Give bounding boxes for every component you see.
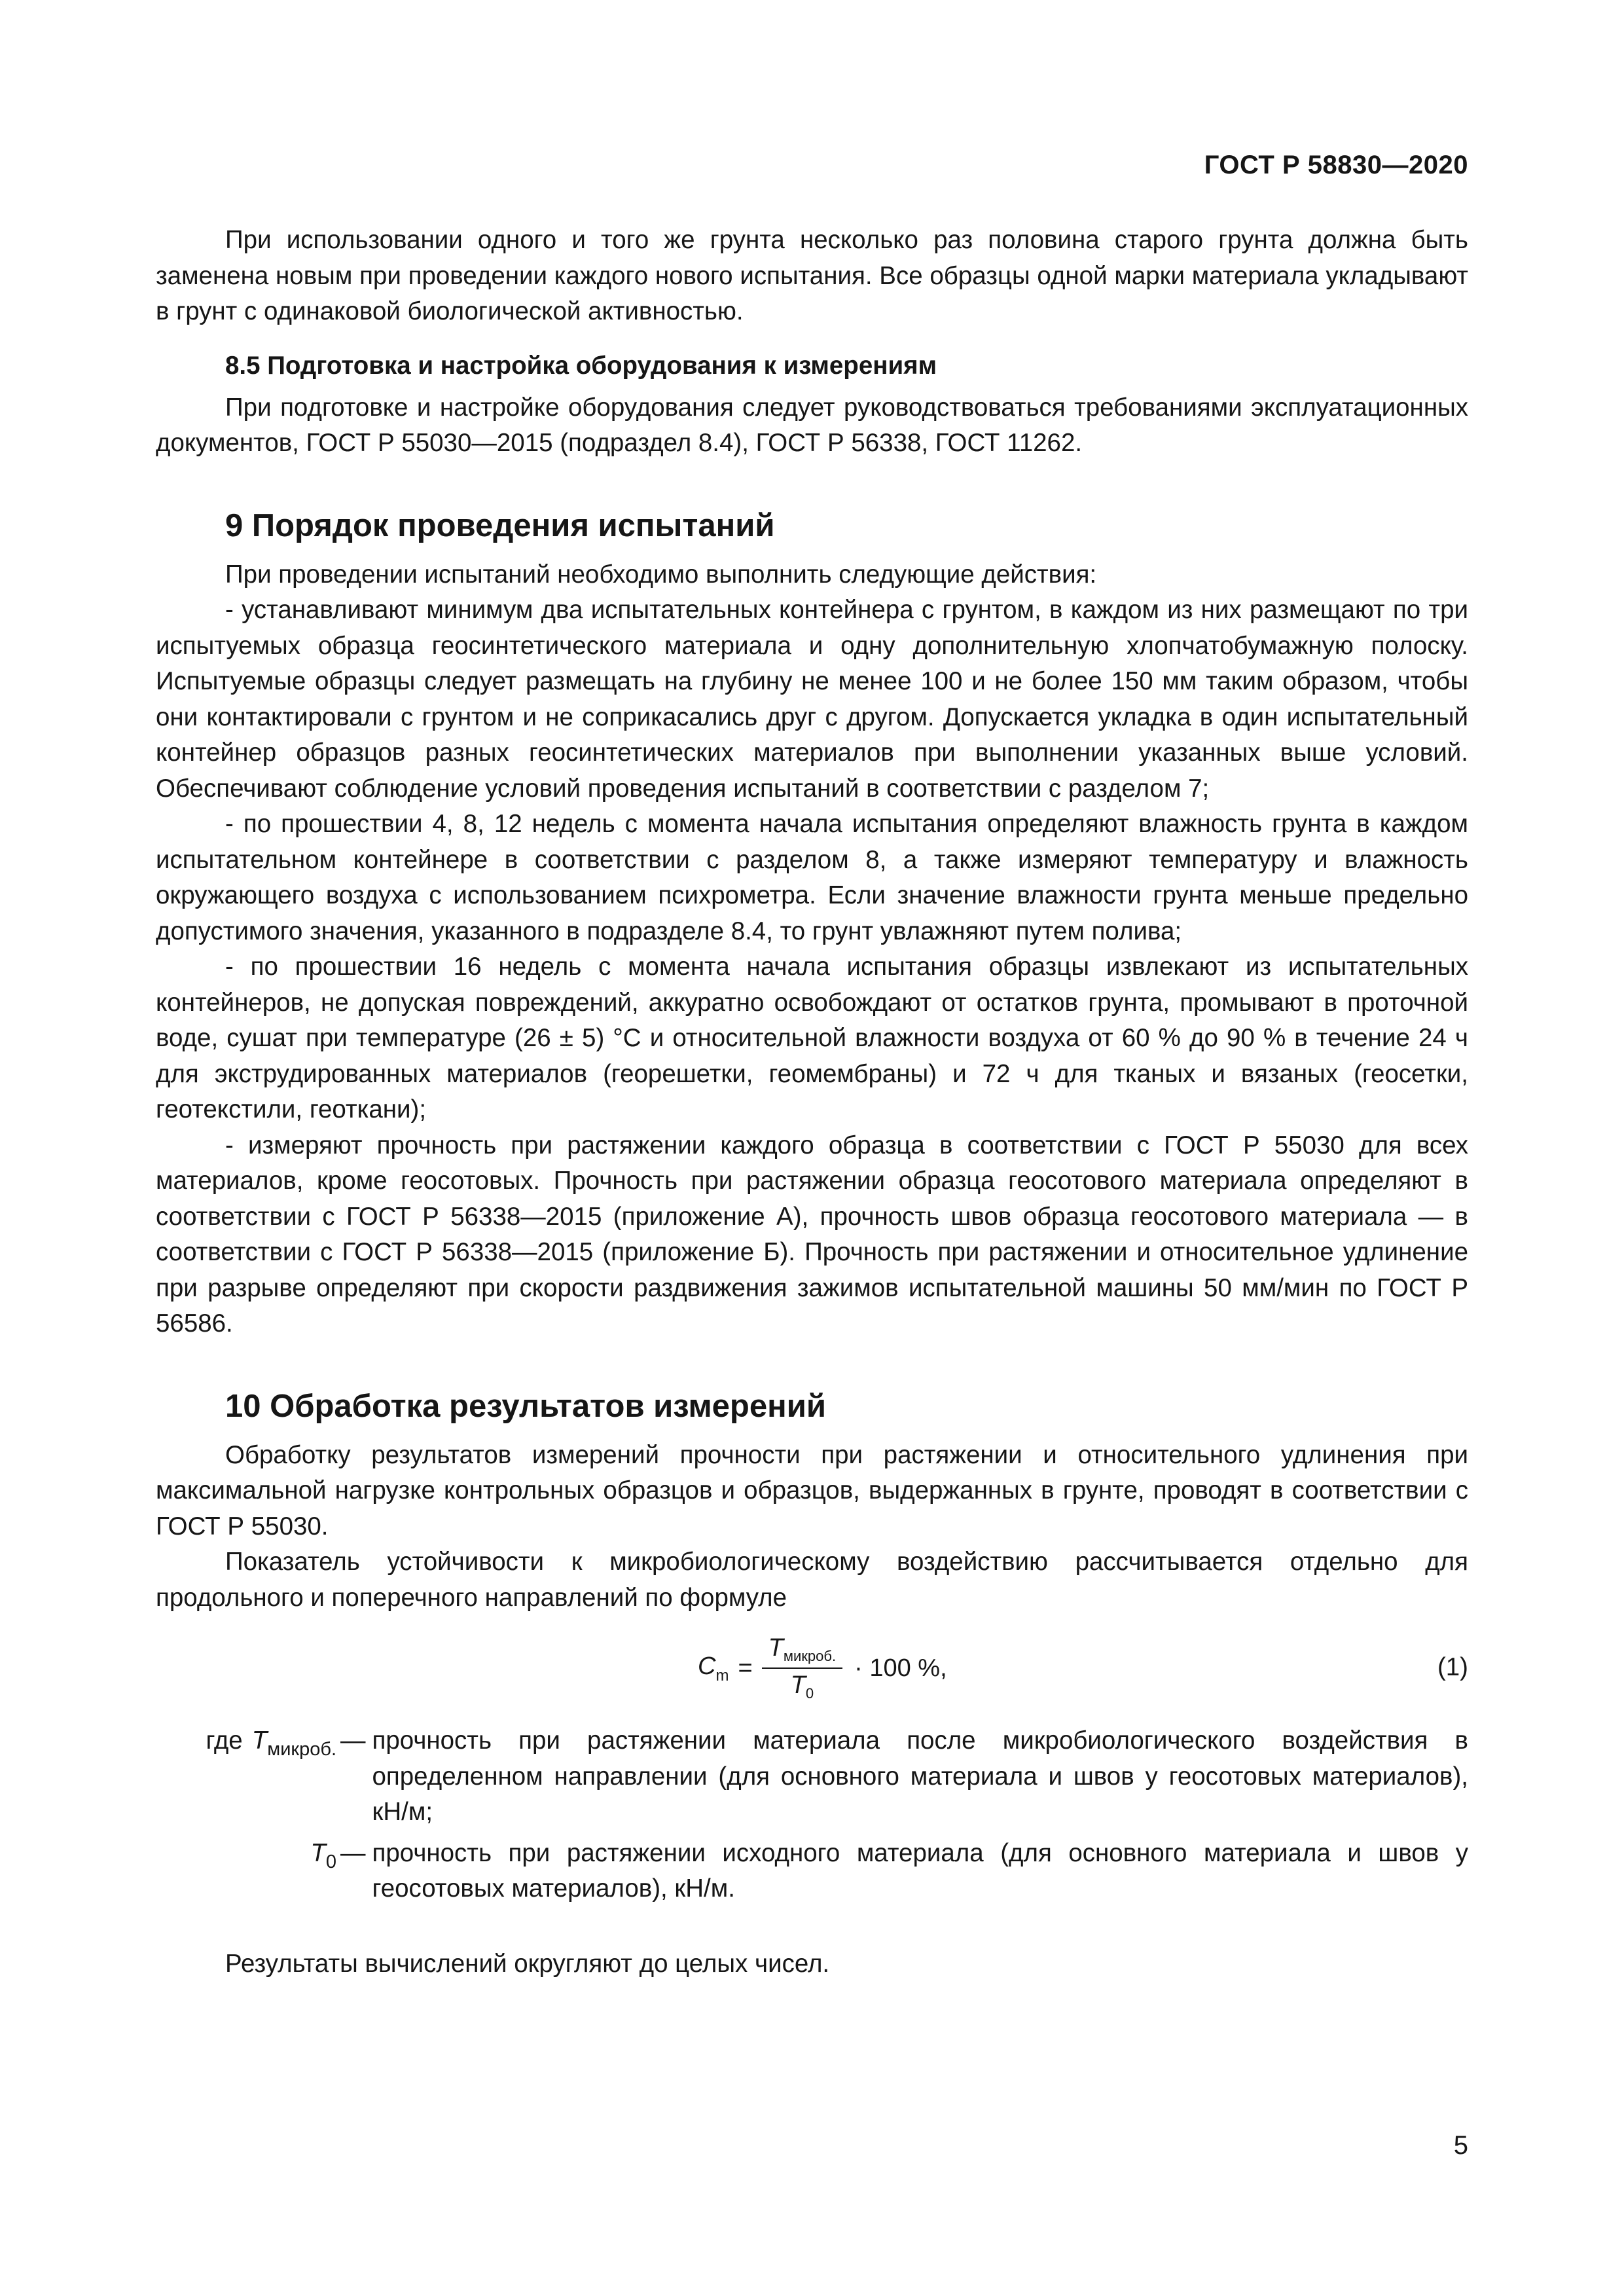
formula-number: (1) <box>1437 1653 1468 1681</box>
legend-definition: прочность при растяжении материала после микробиологического воздействия в определенном направлении (для основного материала и швов у геосотовых материалов), кН/м; <box>372 1726 1468 1826</box>
formula-denominator: $T_0$ <box>790 1671 814 1702</box>
legend-symbol: где $T_{микроб.}$ <box>206 1726 336 1760</box>
legend-definition: прочность при растяжении исходного материала (для основного материала и швов у геосотовых материалов), кН/м. <box>372 1838 1468 1903</box>
formula-lhs: $C_m$ <box>698 1652 729 1685</box>
formula-equals: = <box>738 1654 753 1682</box>
formula-lhs-subscript: m <box>715 1667 729 1685</box>
section-9-heading: 9 Порядок проведения испытаний <box>225 507 775 543</box>
section-10-paragraph-2: Показатель устойчивости к микробиологическому воздействию рассчитывается отдельно для продольного и поперечного направлений по формуле <box>156 1548 1468 1612</box>
section-9-item: - измеряют прочность при растяжении каждого образца в соответствии с ГОСТ Р 55030 для всех материалов, кроме геосотовых. Прочность при растяжении образца геосотового материала определяют в соответствии с ГОСТ Р 56338—2015 (приложение А), прочность швов образца геосотового материала — в соответствии с ГОСТ Р 56338—2015 (приложение Б). Прочность при растяжении и относительное удлинение при разрыве определяют при скорости раздвижения зажимов испытательной машины 50 мм/мин по ГОСТ Р 56586. <box>156 1131 1468 1338</box>
legend-dash: — <box>340 1838 366 1867</box>
formula-row <box>156 1621 1468 1719</box>
page-number: 5 <box>1453 2131 1468 2160</box>
legend-item <box>156 1836 1468 1907</box>
legend-symbol: $T_0$ <box>310 1838 336 1872</box>
final-paragraph: Результаты вычислений округляют до целых чисел. <box>225 1949 830 1978</box>
legend-dash: — <box>340 1726 366 1755</box>
formula-legend <box>156 1723 1468 1907</box>
legend-item <box>156 1723 1468 1831</box>
section-9-item: - по прошествии 16 недель с момента начала испытания образцы извлекают из испытательных контейнеров, не допуская повреждений, аккуратно освобождают от остатков грунта, промывают в проточной воде, сушат при температуре (26 ± 5) °С и относительной влажности воздуха от 60 % до 90 % в течение 24 ч для экструдированных материалов (георешетки, геомембраны) и 72 ч для тканых и вязаных (геосетки, геотекстили, геоткани); <box>156 953 1468 1123</box>
subsection-8-5-heading: 8.5 Подготовка и настройка оборудования к измерениям <box>225 351 937 380</box>
formula-tail: · 100 %, <box>854 1654 947 1682</box>
formula-1 <box>698 1629 947 1707</box>
section-9-item: - устанавливают минимум два испытательных контейнера с грунтом, в каждом из них размещают по три испытуемых образца геосинтетического материала и одну дополнительную хлопчатобумажную полоску. Испытуемые образцы следует размещать на глубину не менее 100 и не более 150 мм таким образом, чтобы они контактировали с грунтом и не соприкасались друг с другом. Допускается укладка в один испытательный контейнер образцов разных геосинтетических материалов при выполнении указанных выше условий. Обеспечивают соблюдение условий проведения испытаний в соответствии с разделом 7; <box>156 596 1468 803</box>
section-10-paragraph-1: Обработку результатов измерений прочности при растяжении и относительного удлинения при максимальной нагрузке контрольных образцов и образцов, выдержанных в грунте, проводят в соответствии с ГОСТ Р 55030. <box>156 1440 1468 1540</box>
formula-numerator: $T_{микроб.}$ <box>762 1631 842 1669</box>
section-10-heading: 10 Обработка результатов измерений <box>225 1388 826 1424</box>
section-9-item: - по прошествии 4, 8, 12 недель с момента начала испытания определяют влажность грунта в каждом испытательном контейнере в соответствии с разделом 8, а также измеряют температуру и влажность окружающего воздуха с использованием психрометра. Если значение влажности грунта меньше предельно допустимого значения, указанного в подразделе 8.4, то грунт увлажняют путем полива; <box>156 810 1468 945</box>
page-body <box>156 223 1468 1982</box>
section-9-lead: При проведении испытаний необходимо выполнить следующие действия: <box>225 560 1097 589</box>
formula-fraction <box>762 1631 842 1705</box>
subsection-8-5-text: При подготовке и настройке оборудования следует руководствоваться требованиями эксплуатационных документов, ГОСТ Р 55030—2015 (подраздел 8.4), ГОСТ Р 56338, ГОСТ 11262. <box>156 393 1468 457</box>
intro-paragraph: При использовании одного и того же грунта несколько раз половина старого грунта должна быть заменена новым при проведении каждого нового испытания. Все образцы одной марки материала укладывают в грунт с одинаковой биологической активностью. <box>156 226 1468 325</box>
document-code-header: ГОСТ Р 58830—2020 <box>1204 151 1468 179</box>
